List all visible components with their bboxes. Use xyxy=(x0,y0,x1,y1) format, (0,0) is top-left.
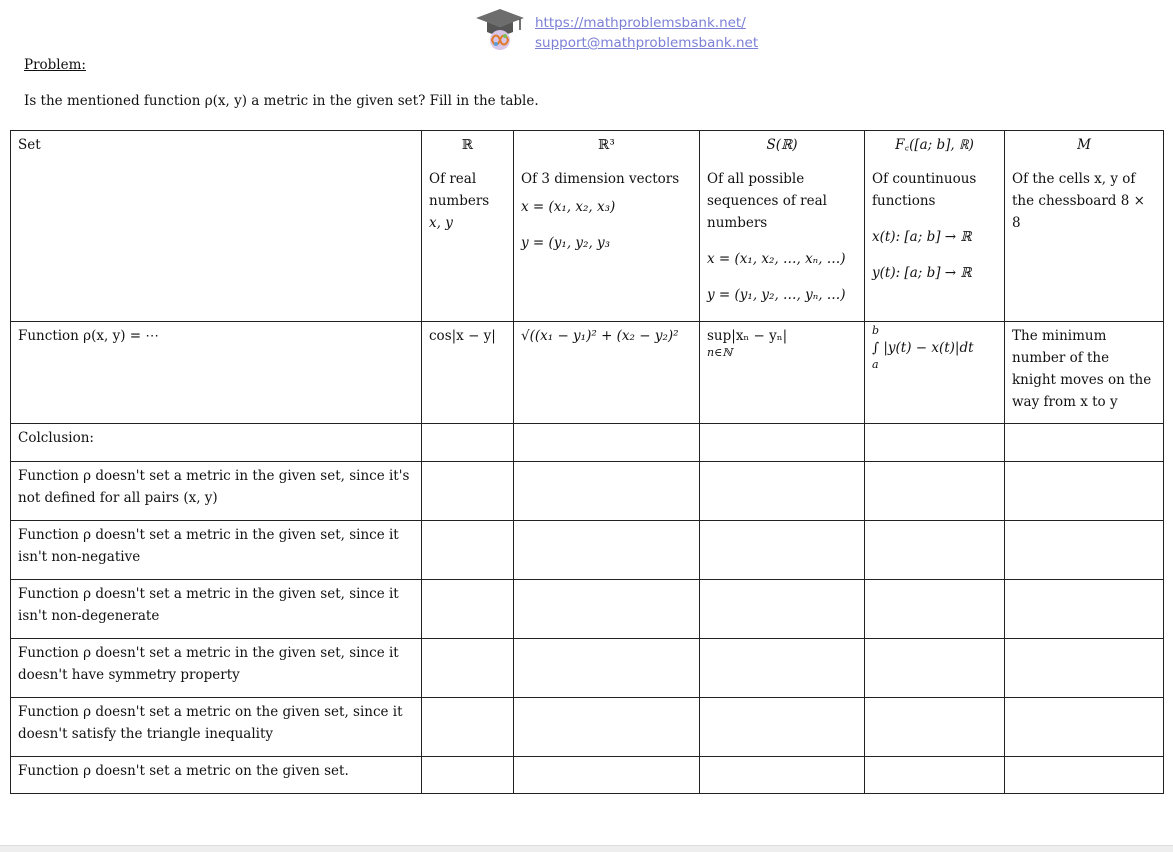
set-label: Set xyxy=(11,131,422,322)
answer-cell[interactable] xyxy=(1005,424,1164,462)
statement-row xyxy=(11,757,1164,794)
answer-cell[interactable] xyxy=(422,639,514,698)
function-euclidean: √((x₁ − y₁)² + (x₂ − y₂)² xyxy=(514,322,700,424)
answer-cell[interactable] xyxy=(422,462,514,521)
answer-cell[interactable] xyxy=(1005,757,1164,794)
set-sequences: S(ℝ) Of all possible sequences of real numbers x = (x₁, x₂, …, xₙ, …) y = (y₁, y₂, …, yₙ, …) xyxy=(700,131,865,322)
answer-cell[interactable] xyxy=(865,639,1005,698)
answer-cell[interactable] xyxy=(865,462,1005,521)
answer-cell[interactable] xyxy=(514,462,700,521)
answer-cell[interactable] xyxy=(700,424,865,462)
set-row xyxy=(11,131,1164,322)
answer-cell[interactable] xyxy=(700,757,865,794)
answer-cell[interactable] xyxy=(865,580,1005,639)
answer-cell[interactable] xyxy=(700,462,865,521)
answer-cell[interactable] xyxy=(865,757,1005,794)
answer-cell[interactable] xyxy=(514,757,700,794)
answer-cell[interactable] xyxy=(1005,462,1164,521)
answer-cell[interactable] xyxy=(865,424,1005,462)
set-continuous-functions: F꜀([a; b], ℝ) Of countinuous functions x(t): [a; b] → ℝ y(t): [a; b] → ℝ xyxy=(865,131,1005,322)
answer-cell[interactable] xyxy=(1005,521,1164,580)
support-email-link[interactable]: support@mathproblemsbank.net xyxy=(535,35,759,51)
answer-cell[interactable] xyxy=(514,424,700,462)
function-sup: sup|xₙ − yₙ| n∈ℕ xyxy=(700,322,865,424)
set-real: ℝ Of real numbers x, y xyxy=(422,131,514,322)
function-knight: The minimum number of the knight moves on the way from x to y xyxy=(1005,322,1164,424)
function-row xyxy=(11,322,1164,424)
statement-triangle: Function ρ doesn't set a metric on the given set, since it doesn't satisfy the triangle inequality xyxy=(11,698,422,757)
answer-cell[interactable] xyxy=(700,521,865,580)
metric-table xyxy=(10,130,1164,794)
answer-cell[interactable] xyxy=(700,698,865,757)
conclusion-label: Colclusion: xyxy=(11,424,422,462)
answer-cell[interactable] xyxy=(514,580,700,639)
set-r3: ℝ³ Of 3 dimension vectors x = (x₁, x₂, x₃) y = (y₁, y₂, y₃ xyxy=(514,131,700,322)
statement-row xyxy=(11,521,1164,580)
answer-cell[interactable] xyxy=(422,698,514,757)
answer-cell[interactable] xyxy=(514,521,700,580)
statement-row xyxy=(11,462,1164,521)
statement-row xyxy=(11,698,1164,757)
answer-cell[interactable] xyxy=(514,639,700,698)
answer-cell[interactable] xyxy=(514,698,700,757)
conclusion-row xyxy=(11,424,1164,462)
statement-row xyxy=(11,639,1164,698)
answer-cell[interactable] xyxy=(700,639,865,698)
statement-non-degenerate: Function ρ doesn't set a metric in the given set, since it isn't non-degenerate xyxy=(11,580,422,639)
function-integral: b ∫ |y(t) − x(t)|dt a xyxy=(865,322,1005,424)
answer-cell[interactable] xyxy=(422,757,514,794)
answer-cell[interactable] xyxy=(1005,580,1164,639)
answer-cell[interactable] xyxy=(865,698,1005,757)
problem-heading: Problem: xyxy=(24,57,86,73)
answer-cell[interactable] xyxy=(422,521,514,580)
graduation-cap-logo-icon xyxy=(474,6,526,52)
answer-cell[interactable] xyxy=(865,521,1005,580)
statement-symmetry: Function ρ doesn't set a metric in the given set, since it doesn't have symmetry property xyxy=(11,639,422,698)
answer-cell[interactable] xyxy=(422,580,514,639)
answer-cell[interactable] xyxy=(1005,639,1164,698)
statement-not-defined: Function ρ doesn't set a metric in the given set, since it's not defined for all pairs (x, y) xyxy=(11,462,422,521)
set-chessboard: M Of the cells x, y of the chessboard 8 × 8 xyxy=(1005,131,1164,322)
statement-non-negative: Function ρ doesn't set a metric in the given set, since it isn't non-negative xyxy=(11,521,422,580)
statement-row xyxy=(11,580,1164,639)
website-link[interactable]: https://mathproblemsbank.net/ xyxy=(535,15,746,31)
answer-cell[interactable] xyxy=(1005,698,1164,757)
function-cos: cos|x − y| xyxy=(422,322,514,424)
answer-cell[interactable] xyxy=(422,424,514,462)
statement-not-metric: Function ρ doesn't set a metric on the given set. xyxy=(11,757,422,794)
answer-cell[interactable] xyxy=(700,580,865,639)
problem-instruction: Is the mentioned function ρ(x, y) a metric in the given set? Fill in the table. xyxy=(24,93,539,109)
function-label: Function ρ(x, y) = ⋯ xyxy=(11,322,422,424)
